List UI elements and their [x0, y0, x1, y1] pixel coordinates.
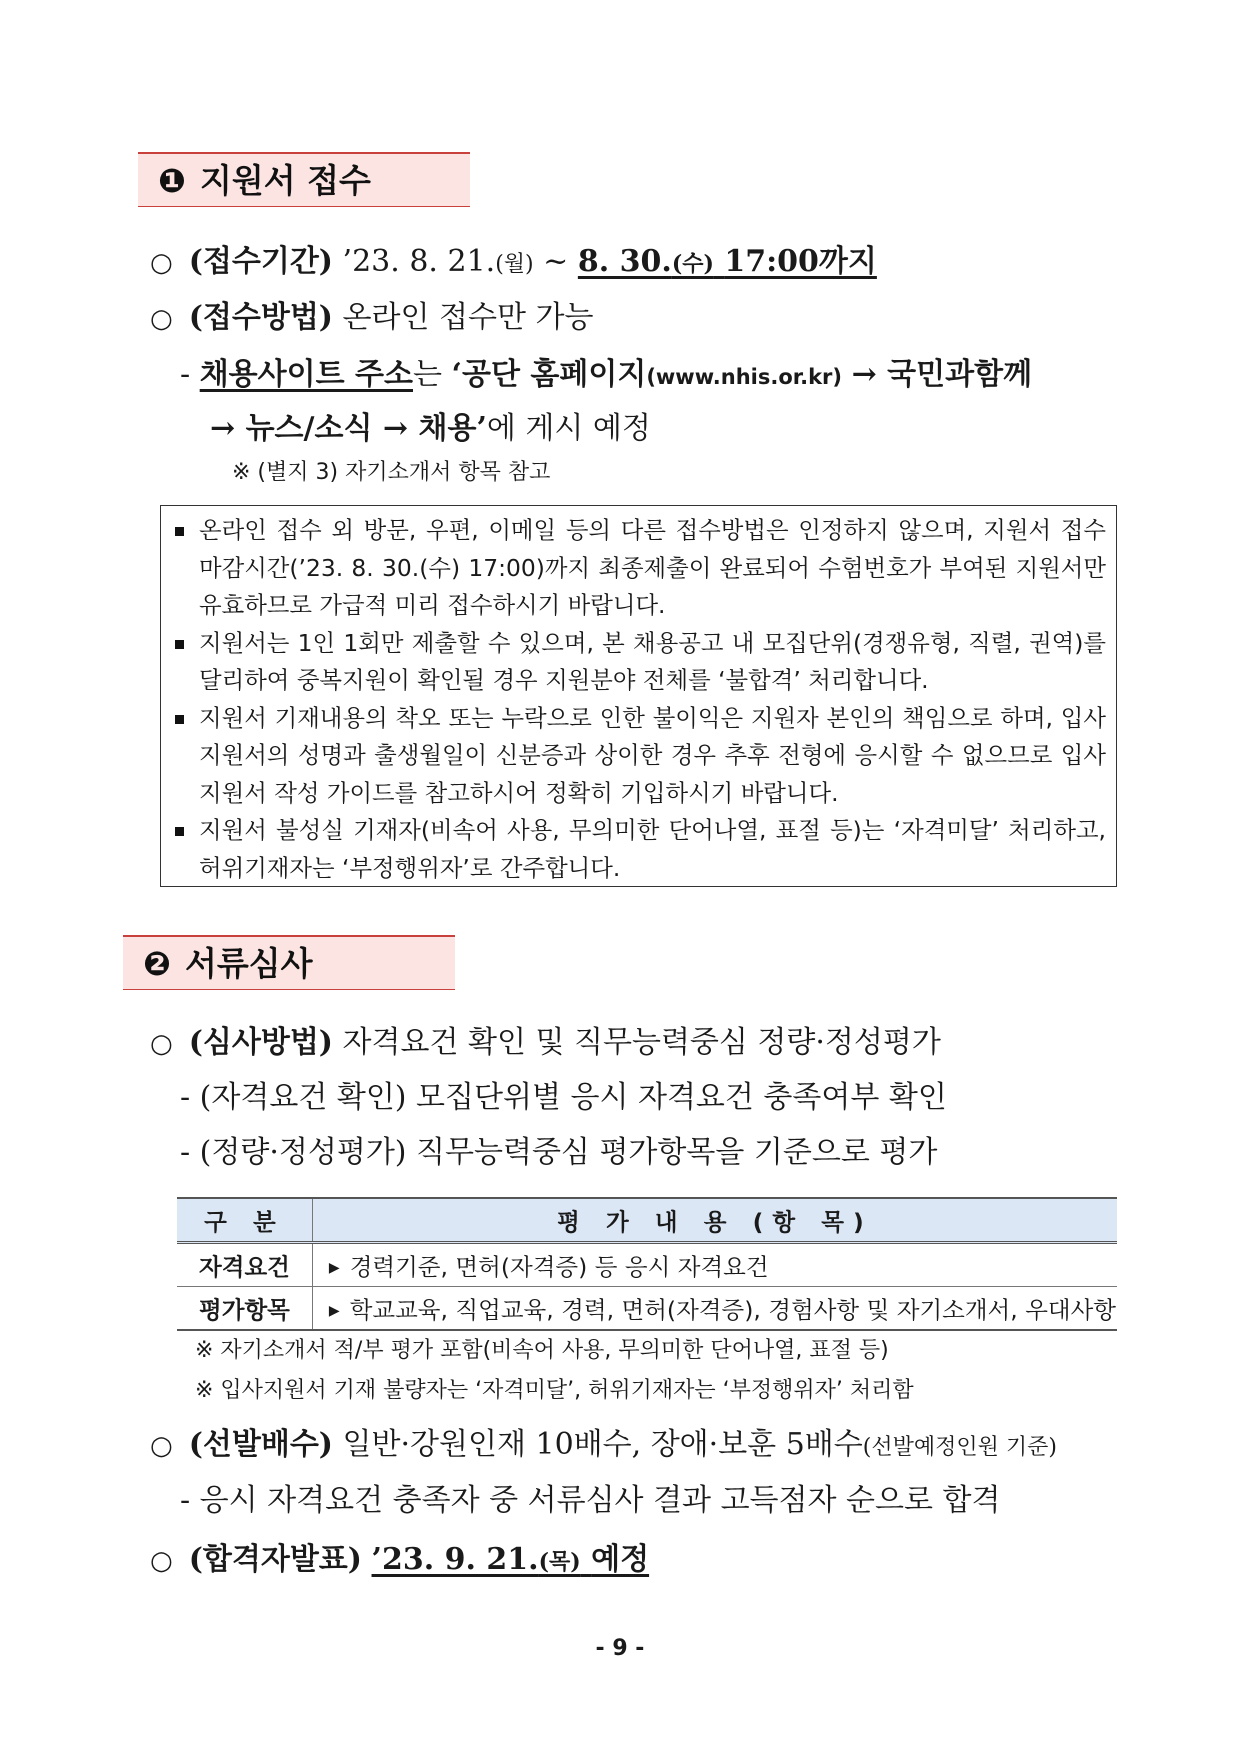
review-sub-1: - (자격요건 확인) 모집단위별 응시 자격요건 충족여부 확인 [180, 1080, 947, 1115]
table-header-content: 평 가 내 용 (항 목) [312, 1198, 1117, 1243]
period-line [150, 242, 877, 285]
site-dash: - [180, 357, 191, 392]
period-end: 8. 30.(수) 17:00까지 [577, 244, 877, 279]
method-line [150, 298, 593, 339]
site-tail: 에 게시 예정 [486, 411, 651, 446]
evaluation-table [177, 1197, 1117, 1331]
review-note-2: ※ 입사지원서 기재 불량자는 ‘자격미달’, 허위기재자는 ‘부정행위자’ 처리함 [195, 1378, 914, 1403]
section-1-header [138, 152, 470, 207]
circle-bullet: ○ [150, 1431, 173, 1461]
section-2-header [123, 935, 455, 990]
triangle-bullet-icon: ▶ [328, 1260, 340, 1276]
table-cell-category: 평가항목 [177, 1287, 312, 1331]
reference-note: ※ (별지 3) 자기소개서 항목 참고 [232, 460, 551, 485]
site-particle: 는 [413, 357, 442, 392]
period-tilde: ~ [543, 244, 569, 279]
table-header-row [177, 1198, 1117, 1243]
circle-bullet: ○ [150, 248, 173, 278]
review-sub-2: - (정량·정성평가) 직무능력중심 평가항목을 기준으로 평가 [180, 1135, 938, 1170]
method-label: (접수방법) [188, 300, 333, 335]
period-start: ’23. 8. 21. [342, 244, 496, 279]
method-text: 온라인 접수만 가능 [342, 300, 594, 335]
selection-sub: - 응시 자격요건 충족자 중 서류심사 결과 고득점자 순으로 합격 [180, 1483, 1001, 1518]
section-2-title: 서류심사 [184, 944, 313, 983]
announce-line [150, 1540, 649, 1582]
site-label: 채용사이트 주소 [199, 357, 413, 392]
period-start-day: (월) [495, 252, 534, 277]
table-cell-content: ▶ 학교교육, 직업교육, 경력, 면허(자격증), 경험사항 및 자기소개서, 우대사항 [312, 1287, 1117, 1331]
site-url: (www.nhis.or.kr) [646, 365, 843, 389]
site-line-1 [180, 355, 1032, 397]
triangle-bullet-icon: ▶ [328, 1303, 340, 1319]
review-label: (심사방법) [188, 1025, 333, 1060]
review-line [150, 1023, 941, 1064]
review-note-1: ※ 자기소개서 적/부 평가 포함(비속어 사용, 무의미한 단어나열, 표절 등) [195, 1338, 889, 1363]
table-header-category: 구 분 [177, 1198, 312, 1243]
site-path-3: → 뉴스/소식 → 채용’ [210, 411, 487, 446]
selection-basis: (선발예정인원 기준) [862, 1435, 1057, 1460]
announce-date: ’23. 9. 21.(목) 예정 [371, 1542, 650, 1577]
section-2-number: ❷ [143, 944, 171, 983]
notice-item: 지원서는 1인 1회만 제출할 수 있으며, 본 채용공고 내 모집단위(경쟁유형, 직렬, 권역)를 달리하여 중복지원이 확인될 경우 지원분야 전체를 ‘불합격’ 처리합니다. [175, 625, 1106, 700]
site-path-2: → 국민과함께 [851, 357, 1033, 392]
review-text: 자격요건 확인 및 직무능력중심 정량·정성평가 [342, 1025, 941, 1060]
announce-label: (합격자발표) [188, 1542, 362, 1577]
table-row [177, 1287, 1117, 1331]
circle-bullet: ○ [150, 1029, 173, 1059]
site-line-2 [210, 409, 651, 449]
notice-item: 지원서 불성실 기재자(비속어 사용, 무의미한 단어나열, 표절 등)는 ‘자격미달’ 처리하고, 허위기재자는 ‘부정행위자’로 간주합니다. [175, 812, 1106, 887]
site-path-1: ‘공단 홈페이지 [451, 357, 647, 392]
circle-bullet: ○ [150, 1546, 173, 1576]
table-cell-category: 자격요건 [177, 1243, 312, 1287]
section-1-title: 지원서 접수 [199, 161, 371, 200]
table-row [177, 1243, 1117, 1287]
notice-item: 온라인 접수 외 방문, 우편, 이메일 등의 다른 접수방법은 인정하지 않으며, 지원서 접수 마감시간(’23. 8. 30.(수) 17:00)까지 최종제출이 완료되어 수험번호가 부여된 지원서만 유효하므로 가급적 미리 접수하시기 바랍니다. [175, 512, 1106, 625]
notice-box [160, 505, 1117, 887]
notice-item: 지원서 기재내용의 착오 또는 누락으로 인한 불이익은 지원자 본인의 책임으로 하며, 입사지원서의 성명과 출생월일이 신분증과 상이한 경우 추후 전형에 응시할 수 없으므로 입사지원서 작성 가이드를 참고하시어 정확히 기입하시기 바랍니다. [175, 700, 1106, 813]
circle-bullet: ○ [150, 304, 173, 334]
selection-label: (선발배수) [188, 1427, 333, 1462]
table-cell-content: ▶ 경력기준, 면허(자격증) 등 응시 자격요건 [312, 1243, 1117, 1287]
period-label: (접수기간) [188, 244, 333, 279]
section-1-number: ❶ [158, 161, 186, 200]
selection-line [150, 1425, 1057, 1468]
selection-text: 일반·강원인재 10배수, 장애·보훈 5배수 [342, 1427, 863, 1462]
page-number: - 9 - [595, 1636, 645, 1661]
